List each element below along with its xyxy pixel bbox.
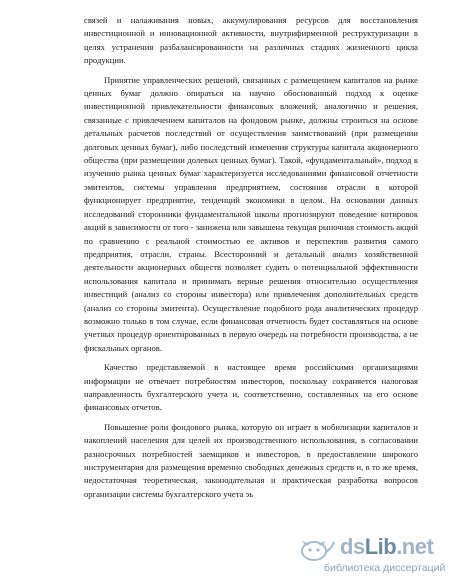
text-line: разносрочных потребностей заемщиков и инвесторов, в предоставлении широкого (84, 448, 418, 459)
dslib-subtitle: библиотека диссертаций (324, 562, 446, 574)
text-line: ценных бумаг должно опираться на научно обоснованный подход к оценке (84, 88, 418, 99)
text-line: учетных процедур ориентированных в первую очередь на потребности производства, а не (84, 329, 418, 340)
text-line: исследований сторонники фундаментальной школы прогнозируют поведение котировок (84, 208, 418, 219)
dslib-logo-icon (300, 538, 336, 562)
dslib-brand (340, 534, 433, 560)
text-line: по сравнению с реальной стоимостью ее активов и перспектив развития самого (84, 235, 418, 246)
text-line: деятельности акционерных обществ позволяет судить о потенциальной эффективности (84, 262, 418, 273)
brand-lib: Lib (364, 534, 397, 559)
text-line: направленность бухгалтерского учета и, соответственно, составленных на его основе (84, 388, 418, 399)
text-line: детальных расчетов последствий от осуществления заимствований (при размещении (84, 128, 418, 139)
text-line: долговых ценных бумаг), либо последствий изменения структуры капитала акционерного (84, 141, 418, 152)
text-line: общества (при размещении долевых ценных бумаг). Такой, «фундаментальный», подход к (84, 155, 418, 166)
text-line: Принятие управленческих решений, связанных с размещением капиталов на рынке (104, 74, 418, 85)
paragraph-2 (84, 74, 418, 356)
text-line: инвестиций (анализ со стороны инвестора) или привлечения дополнительных средств (84, 289, 418, 300)
text-line: связанные с привлечением капиталов на фондовом рынке, должны строиться на основе (84, 114, 418, 125)
text-line: информации не отвечает потребностям инвесторов, поскольку сохраняется налоговая (84, 375, 418, 386)
paragraph-4 (84, 421, 418, 501)
text-line: использования капитала и принимать верные решения относительно осуществления (84, 275, 418, 286)
paragraph-3 (84, 361, 418, 415)
text-line: изучению рынка ценных бумаг характеризуется исследованиями финансовой отчетности (84, 168, 418, 179)
text-line: предприятия, отрасли, страны. Всесторонний и детальный анализ хозяйственной (84, 248, 418, 259)
text-line: продукции. (84, 55, 126, 66)
text-line: инвестиционной и инновационной активности, внутрифирменной реструктуризации в (84, 28, 418, 39)
text-line: фискальных органов. (84, 342, 162, 353)
text-line: Качество представляемой в настоящее время российскими организациями (104, 362, 418, 373)
text-line: инструментария для размещения временно свободных денежных средств и, в то же время, (84, 462, 418, 472)
brand-net: .net (396, 534, 434, 559)
text-line: накоплений населения для целей их производственного использования, в согласовании (84, 435, 418, 446)
text-line: акций в зависимости от того - занижена или завышена текущая рыночная стоимость акций (84, 222, 418, 233)
text-line: организации системы бухгалтерского учета эь (84, 488, 254, 499)
text-line: возможно только в том случае, если финансовая отчетность будет составляться на основе (84, 315, 418, 326)
dslib-watermark[interactable] (300, 534, 448, 580)
brand-ds: ds (340, 534, 365, 559)
document-page (84, 14, 418, 501)
text-line: связей и налаживания новых, аккумулирования ресурсов для восстановления (84, 15, 418, 25)
text-line: целях устранения разбалансированности на различных стадиях жизненного цикла (84, 41, 418, 52)
text-line: недостаточная теоретическая, законодательная и практическая разработка вопросов (84, 475, 418, 486)
text-line: Повышение роли фондового рынка, которую он играет в мобилизации капиталов и (104, 421, 418, 432)
text-line: функционирует предприятие, тенденций экономики в целом. На основании данных (84, 195, 418, 206)
text-line: (анализ со стороны эмитента). Осуществление подобного рода аналитических процедур (84, 302, 418, 313)
paragraph-1 (84, 14, 418, 68)
text-line: финансовых отчетов. (84, 402, 162, 413)
text-line: эмитентов, системы управления предприятием, состояния отрасли в которой (84, 181, 418, 192)
text-line: инвестиционной привлекательности финансовых вложений, аналогично и решения, (84, 101, 418, 112)
